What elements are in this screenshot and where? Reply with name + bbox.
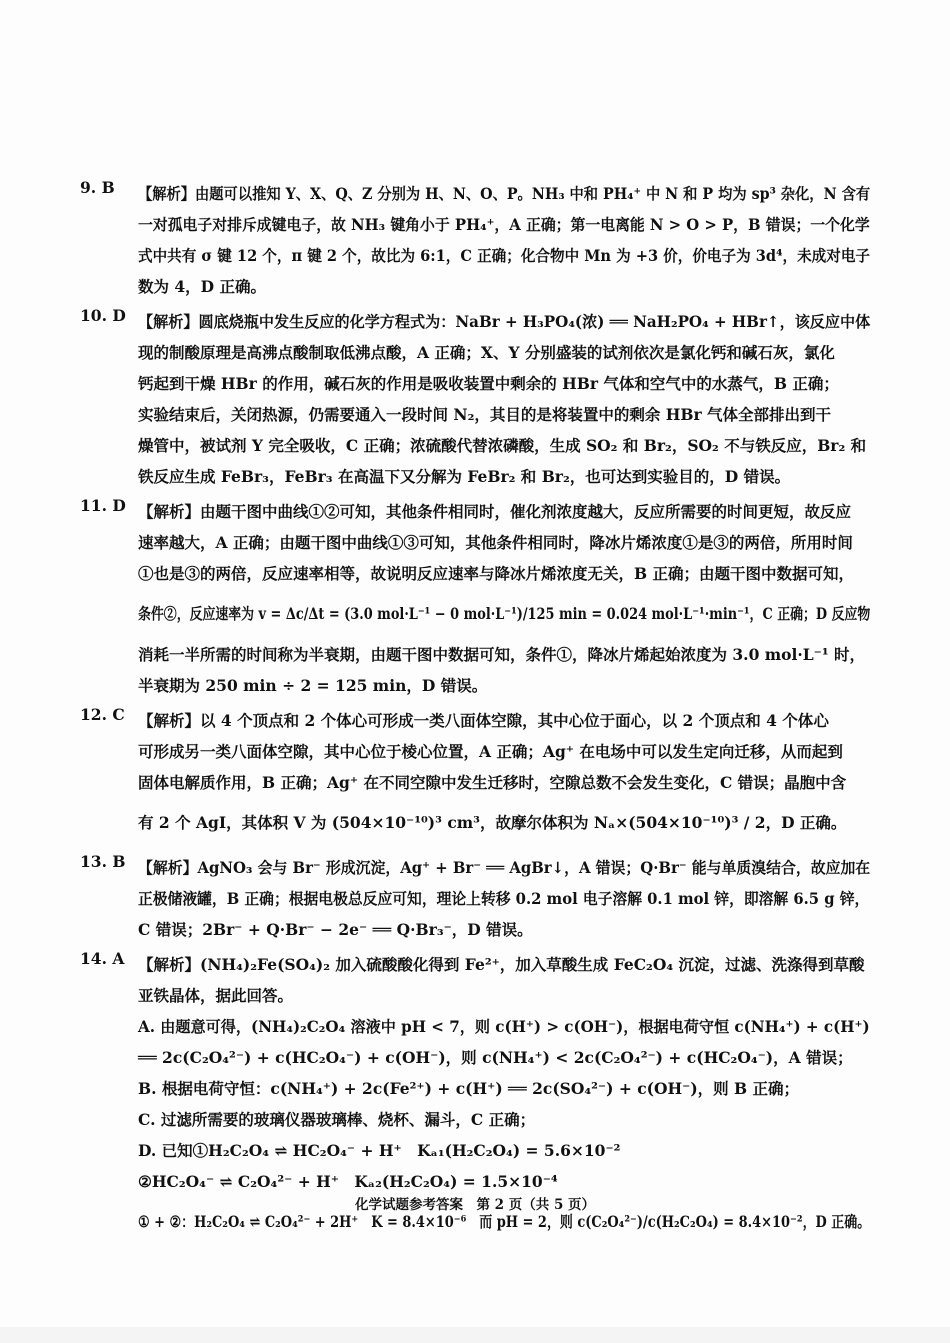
answer-item (80, 178, 870, 302)
explanation-line: 现的制酸原理是高沸点酸制取低沸点酸，A 正确；X、Y 分别盛装的试剂依次是氯化钙和碱石灰，氯化 (138, 343, 835, 362)
explanation-line: 【解析】(NH₄)₂Fe(SO₄)₂ 加入硫酸酸化得到 Fe²⁺，加入草酸生成 FeC₂O₄ 沉淀，过滤、洗涤得到草酸 (138, 955, 865, 974)
explanation-line: 速率越大，A 正确；由题干图中曲线①③可知，其他条件相同时，降冰片烯浓度①是③的两倍，所用时间 (138, 533, 853, 552)
question-number: 12. C (80, 705, 125, 724)
explanation-line: ②HC₂O₄⁻ ⇌ C₂O₄²⁻ + H⁺ Kₐ₂(H₂C₂O₄) = 1.5×10⁻⁴ (138, 1172, 558, 1191)
explanation-line: 【解析】圆底烧瓶中发生反应的化学方程式为：NaBr + H₃PO₄(浓) ══ NaH₂PO₄ + HBr↑，该反应中体 (138, 312, 871, 331)
question-number: 13. B (80, 852, 126, 871)
explanation-line: C. 过滤所需要的玻璃仪器玻璃棒、烧杯、漏斗，C 正确； (138, 1110, 536, 1129)
explanation-line: ══ 2c(C₂O₄²⁻) + c(HC₂O₄⁻) + c(OH⁻)，则 c(NH₄⁺) < 2c(C₂O₄²⁻) + c(HC₂O₄⁻)，A 错误； (138, 1048, 853, 1067)
explanation-line: 燥管中，被试剂 Y 完全吸收，C 正确；浓硫酸代替浓磷酸，生成 SO₂ 和 Br₂，SO₂ 不与铁反应，Br₂ 和 (138, 436, 867, 455)
explanation-line: 钙起到干燥 HBr 的作用，碱石灰的作用是吸收装置中剩余的 HBr 气体和空气中的水蒸气，B 正确； (138, 374, 839, 393)
explanation-line: 消耗一半所需的时间称为半衰期，由题干图中数据可知，条件①，降冰片烯起始浓度为 3.0 mol·L⁻¹ 时， (138, 645, 866, 664)
explanation-line: 一对孤电子对排斥成键电子，故 NH₃ 键角小于 PH₄⁺，A 正确；第一电离能 N > O > P，B 错误；一个化学 (138, 215, 870, 234)
explanation-body (138, 178, 870, 302)
explanation-line: 有 2 个 AgI，其体积 V 为 (504×10⁻¹⁰)³ cm³，故摩尔体积为 Nₐ×(504×10⁻¹⁰)³ / 2，D 正确。 (138, 813, 847, 832)
explanation-line: 【解析】AgNO₃ 会与 Br⁻ 形成沉淀，Ag⁺ + Br⁻ ══ AgBr↓，A 错误；Q·Br⁻ 能与单质溴结合，故应加在 (138, 858, 871, 877)
explanation-line: 可形成另一类八面体空隙，其中心位于棱心位置，A 正确；Ag⁺ 在电场中可以发生定向迁移，从而起到 (138, 742, 843, 761)
explanation-line: 半衰期为 250 min ÷ 2 = 125 min，D 错误。 (138, 676, 488, 695)
explanation-line: 【解析】由题可以推知 Y、X、Q、Z 分别为 H、N、O、P。NH₃ 中和 PH₄⁺ 中 N 和 P 均为 sp³ 杂化，N 含有 (138, 184, 871, 203)
answer-item (80, 852, 870, 945)
answer-item (80, 306, 870, 492)
explanation-line: 【解析】以 4 个顶点和 2 个体心可形成一类八面体空隙，其中心位于面心，以 2 个顶点和 4 个体心 (138, 711, 829, 730)
explanation-line: A. 由题意可得，(NH₄)₂C₂O₄ 溶液中 pH < 7，则 c(H⁺) > c(OH⁻)，根据电荷守恒 c(NH₄⁺) + c(H⁺) (138, 1017, 870, 1036)
question-number: 10. D (80, 306, 126, 325)
explanation-body (138, 852, 870, 945)
explanation-line: 铁反应生成 FeBr₃，FeBr₃ 在高温下又分解为 FeBr₂ 和 Br₂，也可达到实验目的，D 错误。 (138, 467, 791, 486)
page-footer: 化学试题参考答案 第 2 页（共 5 页） (354, 1197, 596, 1213)
explanation-body (138, 306, 870, 492)
explanation-line: 【解析】由题干图中曲线①②可知，其他条件相同时，催化剂浓度越大，反应所需要的时间更短，故反应 (138, 502, 852, 521)
question-number: 11. D (80, 496, 126, 515)
scan-bottom-edge (0, 1327, 950, 1343)
explanation-line: B. 根据电荷守恒：c(NH₄⁺) + 2c(Fe²⁺) + c(H⁺) ══ 2c(SO₄²⁻) + c(OH⁻)，则 B 正确； (138, 1079, 800, 1098)
explanation-line: 式中共有 σ 键 12 个，π 键 2 个，故比为 6:1，C 正确；化合物中 Mn 为 +3 价，价电子为 3d⁴，未成对电子 (138, 246, 871, 265)
explanation-line: 条件②，反应速率为 v = Δc/Δt = (3.0 mol·L⁻¹ − 0 mol·L⁻¹)/125 min = 0.024 mol·L⁻¹·min⁻¹，C 正确；D 反应物 (138, 604, 871, 623)
explanation-body (138, 705, 870, 848)
explanation-line: 正极储液罐，B 正确；根据电极总反应可知，理论上转移 0.2 mol 电子溶解 0.1 mol 锌，即溶解 6.5 g 锌， (138, 889, 870, 908)
explanation-line: 固体电解质作用，B 正确；Ag⁺ 在不同空隙中发生迁移时，空隙总数不会发生变化，C 错误；晶胞中含 (138, 773, 847, 792)
explanation-body (138, 496, 870, 701)
answer-item (80, 496, 870, 701)
explanation-line: ① + ②：H₂C₂O₄ ⇌ C₂O₄²⁻ + 2H⁺ K = 8.4×10⁻⁶ 而 pH = 2，则 c(C₂O₄²⁻)/c(H₂C₂O₄) = 8.4×10⁻²，D 正确。 (138, 1212, 871, 1231)
answer-list (80, 178, 870, 1251)
answer-item (80, 705, 870, 848)
explanation-line: 亚铁晶体，据此回答。 (138, 986, 294, 1005)
explanation-line: 实验结束后，关闭热源，仍需要通入一段时间 N₂，其目的是将装置中的剩余 HBr 气体全部排出到干 (138, 405, 832, 424)
question-number: 14. A (80, 949, 125, 968)
explanation-line: 数为 4，D 正确。 (138, 277, 267, 296)
explanation-line: D. 已知①H₂C₂O₄ ⇌ HC₂O₄⁻ + H⁺ Kₐ₁(H₂C₂O₄) = 5.6×10⁻² (138, 1141, 621, 1160)
question-number: 9. B (80, 178, 115, 197)
explanation-line: ①也是③的两倍，反应速率相等，故说明反应速率与降冰片烯浓度无关，B 正确；由题干图中数据可知， (138, 564, 855, 583)
explanation-line: C 错误；2Br⁻ + Q·Br⁻ − 2e⁻ ══ Q·Br₃⁻，D 错误。 (138, 920, 533, 939)
